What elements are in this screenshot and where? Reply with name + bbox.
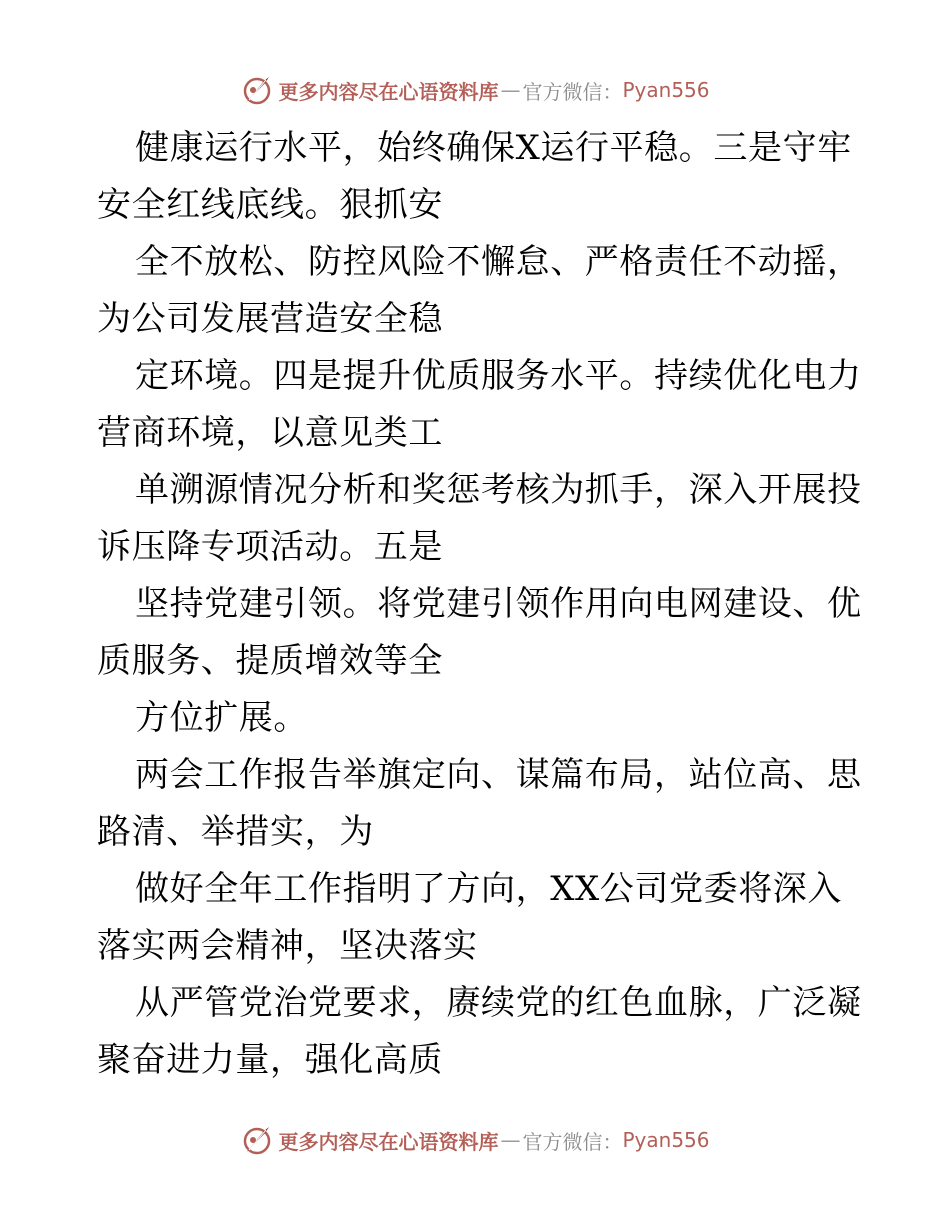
paragraph-line: 两会工作报告举旗定向、谋篇布局，站位高、思 (135, 755, 862, 795)
paragraph-line: 方位扩展。 (135, 698, 308, 738)
feather-logo-icon (240, 73, 274, 107)
paragraph-line: 安全红线底线。狠抓安 (97, 185, 443, 225)
paragraph-line: 定环境。四是提升优质服务水平。持续优化电力 (135, 356, 862, 396)
paragraph-line: 做好全年工作指明了方向，XX公司党委将深入 (135, 869, 843, 909)
paragraph-line: 质服务、提质增效等全 (97, 641, 443, 681)
footer-brand-text: 更多内容尽在心语资料库 (278, 1129, 499, 1154)
paragraph-line: 为公司发展营造安全稳 (97, 299, 443, 339)
feather-logo-icon (240, 1123, 274, 1157)
paragraph-line: 诉压降专项活动。五是 (97, 527, 443, 567)
footer-separator: — (500, 1128, 521, 1152)
footer-banner (0, 1120, 950, 1160)
paragraph-line: 聚奋进力量，强化高质 (97, 1040, 443, 1080)
paragraph-line: 单溯源情况分析和奖惩考核为抓手，深入开展投 (135, 470, 862, 510)
header-separator: — (500, 78, 521, 102)
paragraph-line: 全不放松、防控风险不懈怠、严格责任不动摇， (135, 242, 862, 282)
paragraph-line: 营商环境，以意见类工 (97, 413, 443, 453)
document-body (97, 120, 862, 1089)
header-brand-text: 更多内容尽在心语资料库 (278, 79, 499, 104)
header-wechat-label: 官方微信： (522, 79, 623, 104)
paragraph-line: 从严管党治党要求，赓续党的红色血脉，广泛凝 (135, 983, 862, 1023)
paragraph-line: 落实两会精神，坚决落实 (97, 926, 478, 966)
paragraph-line: 健康运行水平，始终确保X运行平稳。三是守牢 (135, 128, 852, 168)
footer-wechat-id: Pyan556 (622, 1128, 710, 1152)
header-banner (0, 70, 950, 110)
paragraph-line: 路清、举措实，为 (97, 812, 374, 852)
paragraph-line: 坚持党建引领。将党建引领作用向电网建设、优 (135, 584, 862, 624)
header-wechat-id: Pyan556 (622, 78, 710, 102)
footer-wechat-label: 官方微信： (522, 1129, 623, 1154)
